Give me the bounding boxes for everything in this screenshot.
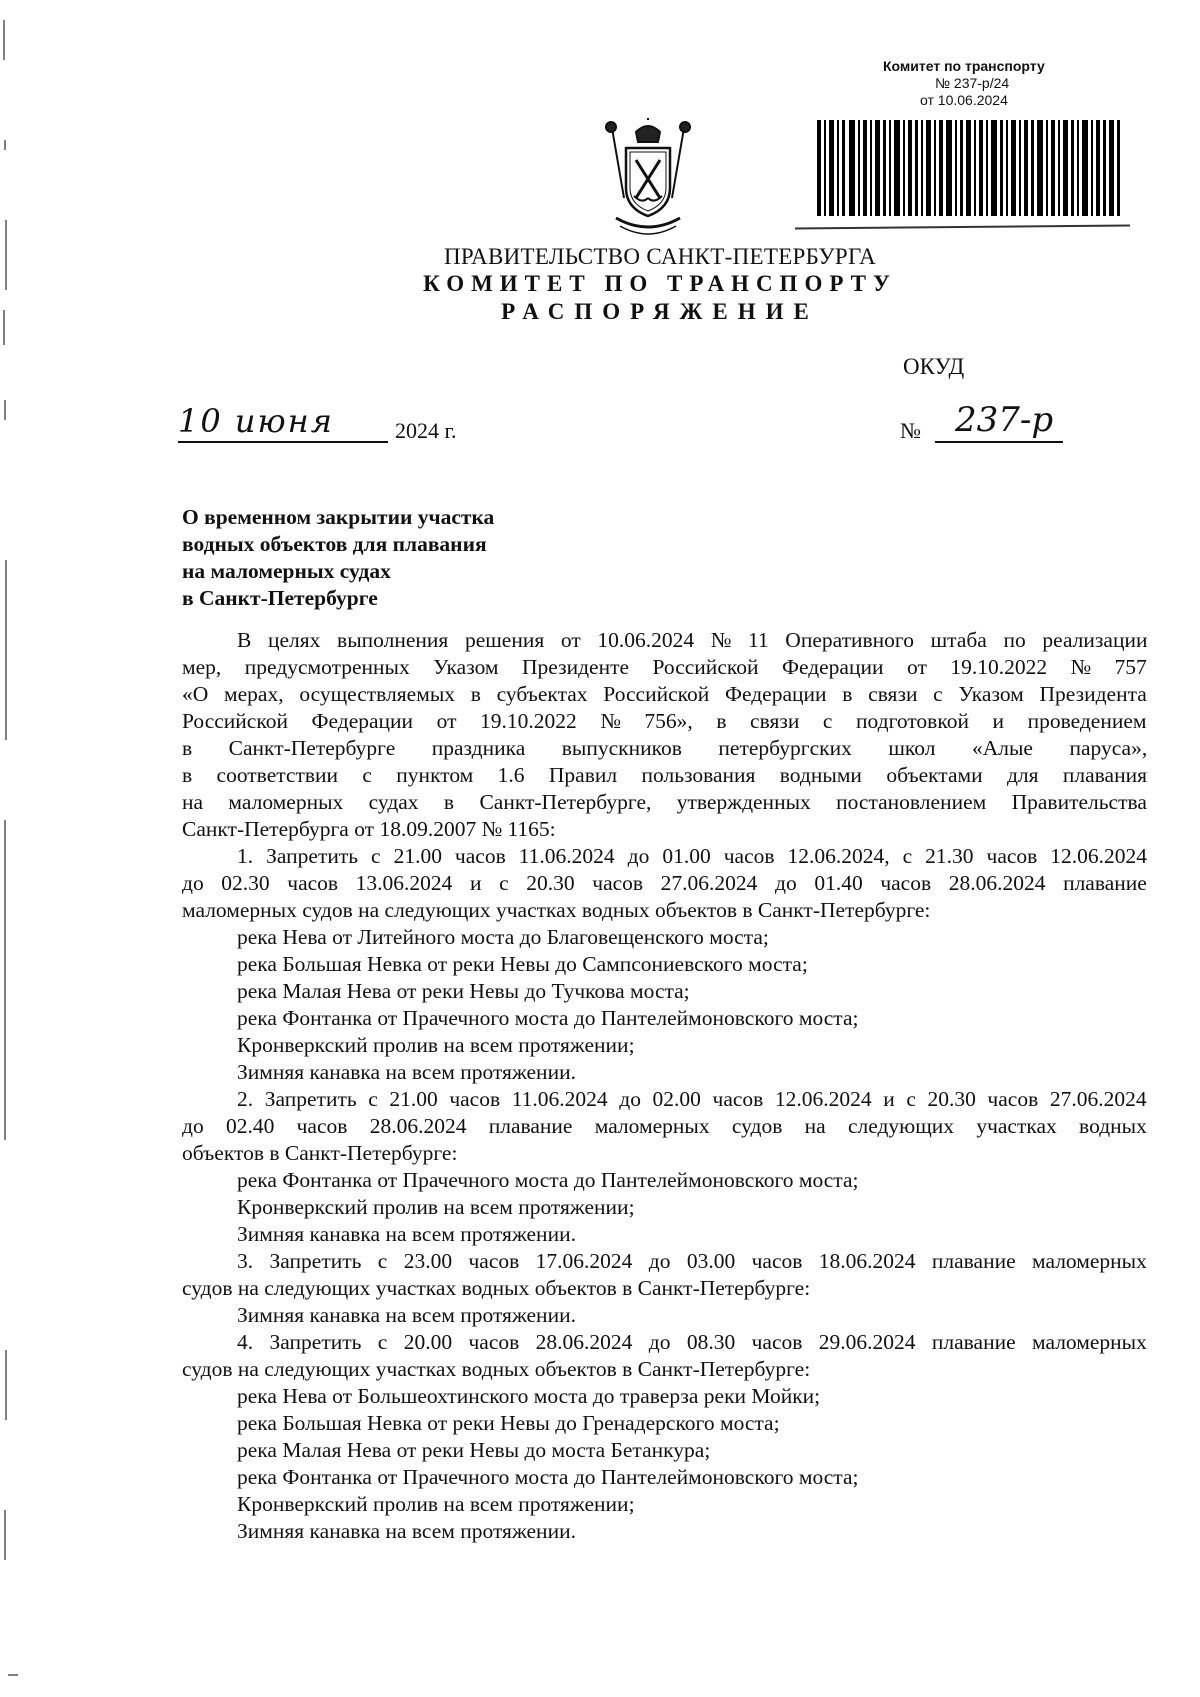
body-line: Зимняя канавка на всем протяжении. bbox=[237, 1222, 576, 1246]
stamp-date: от 10.06.2024 bbox=[920, 92, 1008, 108]
body-line: судов на следующих участках водных объектов в Санкт-Петербурге: bbox=[182, 1276, 811, 1300]
body-line: на маломерных судах в Санкт-Петербурге, утвержденных постановлением Правительства bbox=[182, 790, 1147, 814]
body-line: река Фонтанка от Прачечного моста до Пантелеймоновского моста; bbox=[237, 1168, 859, 1192]
body-line: река Фонтанка от Прачечного моста до Пантелеймоновского моста; bbox=[237, 1465, 859, 1489]
handwritten-number: 237-р bbox=[955, 400, 1054, 440]
body-line: река Нева от Литейного моста до Благовещенского моста; bbox=[237, 925, 769, 949]
document-body bbox=[182, 627, 1147, 1545]
number-underline bbox=[935, 441, 1063, 443]
body-line: 4. Запретить с 20.00 часов 28.06.2024 до 08.30 часов 29.06.2024 плавание маломерных bbox=[237, 1330, 1147, 1354]
body-line: в Санкт-Петербурге праздника выпускников петербургских школ «Алые паруса», bbox=[182, 736, 1148, 760]
body-line: Зимняя канавка на всем протяжении. bbox=[237, 1303, 576, 1327]
scan-edge-marks bbox=[0, 0, 18, 1697]
body-line: река Нева от Большеохтинского моста до траверза реки Мойки; bbox=[237, 1384, 821, 1408]
stamp-number: № 237-р/24 bbox=[935, 75, 1010, 91]
body-line: Зимняя канавка на всем протяжении. bbox=[237, 1060, 576, 1084]
date-year: 2024 г. bbox=[395, 418, 457, 443]
body-line: до 02.40 часов 28.06.2024 плавание маломерных судов на следующих участках водных bbox=[182, 1114, 1147, 1138]
subject-line: в Санкт-Петербурге bbox=[182, 586, 378, 610]
body-line: судов на следующих участках водных объектов в Санкт-Петербурге: bbox=[182, 1357, 811, 1381]
government-title: ПРАВИТЕЛЬСТВО САНКТ-ПЕТЕРБУРГА bbox=[443, 244, 877, 269]
body-line: Кронверкский пролив на всем протяжении; bbox=[237, 1033, 635, 1057]
document-date bbox=[178, 402, 478, 448]
body-line: объектов в Санкт-Петербурге: bbox=[182, 1141, 458, 1165]
committee-title: КОМИТЕТ ПО ТРАНСПОРТУ bbox=[423, 271, 897, 296]
body-line: до 02.30 часов 13.06.2024 и с 20.30 часов 27.06.2024 до 01.40 часов 28.06.2024 плавание bbox=[182, 871, 1147, 895]
body-line: Зимняя канавка на всем протяжении. bbox=[237, 1519, 576, 1543]
body-line: река Фонтанка от Прачечного моста до Пантелеймоновского моста; bbox=[237, 1006, 859, 1030]
body-line: Кронверкский пролив на всем протяжении; bbox=[237, 1195, 635, 1219]
body-line: река Малая Нева от реки Невы до Тучкова моста; bbox=[237, 979, 690, 1003]
registration-stamp bbox=[795, 58, 1135, 233]
handwritten-date: 10 июня bbox=[178, 402, 334, 440]
body-line: Кронверкский пролив на всем протяжении; bbox=[237, 1492, 635, 1516]
body-line: Российской Федерации от 19.10.2022 № 756», в связи с подготовкой и проведением bbox=[182, 709, 1147, 733]
body-line: «О мерах, осуществляемых в субъектах Российской Федерации в связи с Указом Президента bbox=[182, 682, 1147, 706]
subject-line: на маломерных судах bbox=[182, 559, 391, 583]
body-line: мер, предусмотренных Указом Президенте Российской Федерации от 19.10.2022 № 757 bbox=[182, 655, 1147, 679]
body-line: 2. Запретить с 21.00 часов 11.06.2024 до 02.00 часов 12.06.2024 и с 20.30 часов 27.06.2024 bbox=[237, 1087, 1147, 1111]
body-line: Санкт-Петербурга от 18.09.2007 № 1165: bbox=[182, 817, 556, 841]
document-number bbox=[900, 400, 1070, 448]
barcode-icon bbox=[815, 116, 1125, 226]
subject-line: О временном закрытии участка bbox=[182, 505, 495, 529]
okud-label: ОКУД bbox=[903, 354, 965, 379]
document-subject bbox=[182, 504, 494, 612]
number-sign: № bbox=[900, 418, 921, 443]
body-line: река Большая Невка от реки Невы до Гренадерского моста; bbox=[237, 1411, 780, 1435]
body-line: 1. Запретить с 21.00 часов 11.06.2024 до 01.00 часов 12.06.2024, с 21.30 часов 12.06.2024 bbox=[237, 844, 1148, 868]
coat-of-arms-icon bbox=[598, 118, 698, 236]
body-line: 3. Запретить с 23.00 часов 17.06.2024 до 03.00 часов 18.06.2024 плавание маломерных bbox=[237, 1249, 1147, 1273]
body-line: в соответствии с пунктом 1.6 Правил пользования водными объектами для плавания bbox=[182, 763, 1147, 787]
body-line: В целях выполнения решения от 10.06.2024 № 11 Оперативного штаба по реализации bbox=[237, 628, 1148, 652]
body-line: река Большая Невка от реки Невы до Сампсониевского моста; bbox=[237, 952, 808, 976]
date-underline bbox=[178, 441, 388, 443]
subject-line: водных объектов для плавания bbox=[182, 532, 487, 556]
stamp-committee: Комитет по транспорту bbox=[883, 58, 1045, 74]
body-line: маломерных судов на следующих участках водных объектов в Санкт-Петербурге: bbox=[182, 898, 931, 922]
body-line: река Малая Нева от реки Невы до моста Бетанкура; bbox=[237, 1438, 711, 1462]
document-type-title: РАСПОРЯЖЕНИЕ bbox=[501, 299, 819, 324]
